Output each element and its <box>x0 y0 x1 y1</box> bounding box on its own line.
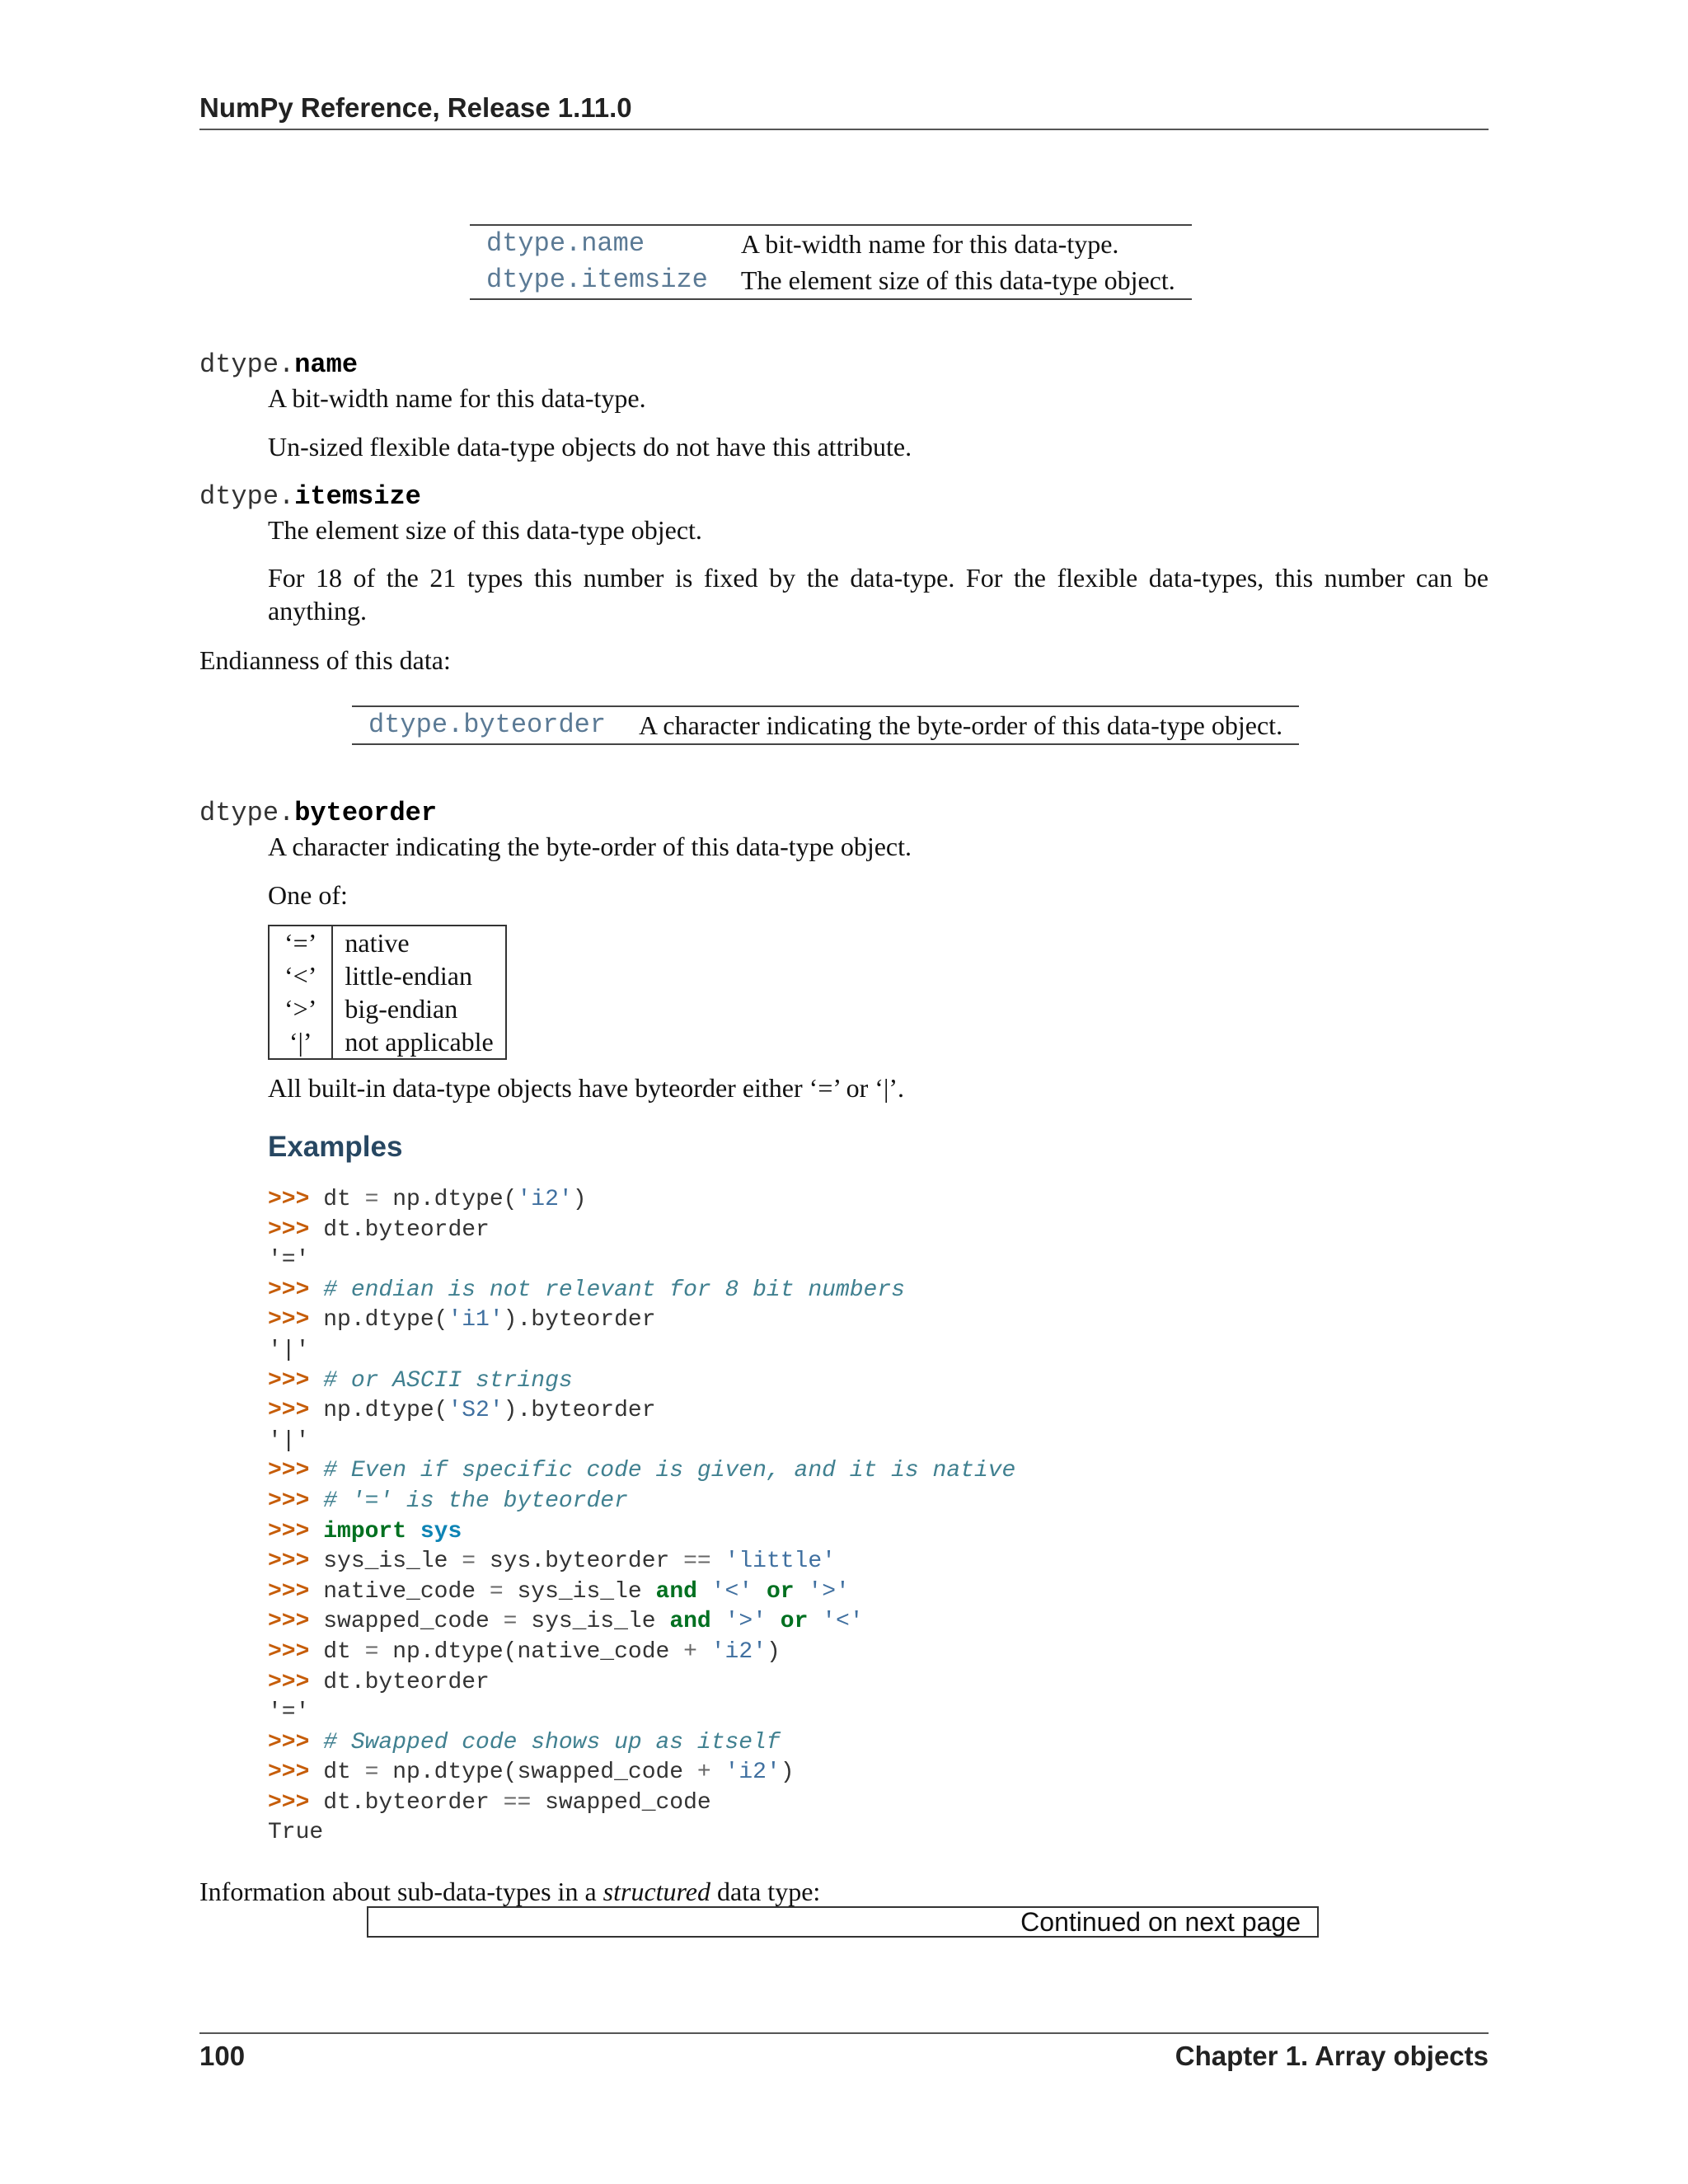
code-token: swapped_code <box>531 1789 711 1816</box>
code-token: 'i2' <box>517 1187 573 1212</box>
table-cell: little-endian <box>345 961 472 991</box>
code-token: dt <box>323 1760 365 1786</box>
code-prompt: >>> <box>268 1307 324 1333</box>
code-prompt: >>> <box>268 1458 324 1484</box>
code-token: sys_is_le <box>503 1578 656 1605</box>
attribute-description: A bit-width name for this data-type. <box>740 229 1119 259</box>
section-label: Endianness of this data: <box>199 645 451 675</box>
code-prompt: >>> <box>268 1789 324 1816</box>
code-token: = <box>503 1609 518 1635</box>
description-text: All built-in data-type objects have byteorder either ‘=’ or ‘|’. <box>268 1073 905 1103</box>
code-token: swapped_code <box>323 1609 504 1635</box>
code-token <box>795 1579 809 1605</box>
page-number: 100 <box>199 2041 246 2071</box>
structured-info-text <box>199 1875 1489 1908</box>
code-token: sys_is_le <box>323 1549 462 1575</box>
signature-prefix: dtype. <box>199 481 295 512</box>
code-token: '<' <box>822 1609 864 1635</box>
code-token: ).byteorder <box>503 1307 656 1333</box>
code-token: 'i2' <box>710 1638 767 1665</box>
code-prompt: >>> <box>268 1216 324 1243</box>
code-token: np.dtype( <box>323 1398 448 1424</box>
code-line <box>268 1336 1015 1366</box>
text-span: Information about sub-data-types in a <box>199 1877 603 1906</box>
code-token: '<' <box>710 1578 753 1605</box>
table-row <box>269 992 506 1025</box>
signature-prefix: dtype. <box>199 349 295 380</box>
code-token <box>406 1519 420 1544</box>
code-token: sys <box>420 1518 462 1544</box>
code-token: = <box>364 1187 379 1212</box>
code-token: ) <box>572 1187 587 1212</box>
code-token: native_code <box>323 1578 490 1605</box>
code-prompt: >>> <box>268 1488 324 1514</box>
code-token: # endian is not relevant for 8 bit numbers <box>323 1277 905 1303</box>
code-prompt: >>> <box>268 1609 324 1635</box>
code-line <box>268 1185 1015 1216</box>
code-line <box>268 1396 1015 1427</box>
table-cell: ‘>’ <box>269 992 332 1025</box>
summary-table-endianness <box>352 705 1299 745</box>
table-cell: native <box>345 928 410 958</box>
description-text: A bit-width name for this data-type. <box>268 383 646 413</box>
code-token: = <box>364 1638 379 1665</box>
attribute-link[interactable]: dtype.byteorder <box>368 710 607 740</box>
code-token: # Even if specific code is given, and it is native <box>323 1458 1016 1484</box>
code-prompt: >>> <box>268 1367 324 1394</box>
attribute-signature-itemsize <box>199 481 421 512</box>
code-token: np.dtype(swapped_code <box>378 1760 697 1786</box>
code-line <box>268 1216 1015 1246</box>
code-token: np.dtype(native_code <box>378 1638 684 1665</box>
code-token: sys_is_le <box>517 1609 670 1635</box>
code-prompt: >>> <box>268 1760 324 1786</box>
code-line <box>268 1788 1015 1819</box>
code-token: np.dtype( <box>378 1187 518 1212</box>
code-line <box>268 1607 1015 1638</box>
description-text: The element size of this data-type object. <box>268 515 702 545</box>
code-token: = <box>364 1760 379 1786</box>
table-row <box>352 706 1299 744</box>
code-token: dt.byteorder <box>323 1669 490 1695</box>
code-example <box>268 1185 1015 1849</box>
code-token: + <box>683 1638 697 1665</box>
code-token <box>767 1609 781 1634</box>
code-token: '=' <box>268 1699 310 1726</box>
code-token: dt.byteorder <box>323 1216 490 1243</box>
attribute-link[interactable]: dtype.itemsize <box>486 265 708 295</box>
code-line <box>268 1487 1015 1517</box>
code-token: + <box>696 1760 711 1786</box>
code-token: np.dtype( <box>323 1307 448 1333</box>
attribute-description: A character indicating the byte-order of this data-type object. <box>639 710 1283 740</box>
code-prompt: >>> <box>268 1398 324 1424</box>
description-text: One of: <box>268 880 348 910</box>
code-token: import <box>323 1518 407 1544</box>
table-row <box>269 1025 506 1059</box>
code-token <box>711 1760 725 1785</box>
code-token: ).byteorder <box>503 1398 656 1424</box>
code-prompt: >>> <box>268 1578 324 1605</box>
code-line <box>268 1547 1015 1577</box>
table-cell: ‘|’ <box>269 1025 332 1059</box>
code-token: dt <box>323 1187 365 1212</box>
code-token: 'i2' <box>724 1760 781 1786</box>
code-token: 'S2' <box>448 1398 504 1424</box>
table-row <box>470 262 1192 299</box>
signature-prefix: dtype. <box>199 798 295 828</box>
table-cell: ‘<’ <box>269 959 332 992</box>
code-token: ) <box>780 1760 795 1786</box>
code-token <box>697 1579 711 1605</box>
continued-on-next-page: Continued on next page <box>367 1906 1319 1938</box>
table-row <box>269 959 506 992</box>
code-token: or <box>780 1609 809 1635</box>
chapter-title: Chapter 1. Array objects <box>1175 2041 1489 2071</box>
code-token: '>' <box>724 1609 767 1635</box>
code-prompt: >>> <box>268 1638 324 1665</box>
code-line <box>268 1305 1015 1336</box>
code-token: dt.byteorder <box>323 1789 504 1816</box>
code-token: = <box>462 1549 476 1575</box>
description-text: Un-sized flexible data-type objects do not have this attribute. <box>268 432 912 462</box>
code-line <box>268 1668 1015 1699</box>
attribute-link[interactable]: dtype.name <box>486 228 645 259</box>
code-line <box>268 1818 1015 1849</box>
table-cell: ‘=’ <box>269 926 332 959</box>
code-token: and <box>655 1578 697 1605</box>
code-token <box>753 1579 767 1605</box>
code-line <box>268 1456 1015 1487</box>
attribute-signature-name <box>199 349 358 380</box>
code-token: dt <box>323 1638 365 1665</box>
table-row <box>269 926 506 959</box>
text-emphasis: structured <box>603 1877 710 1906</box>
code-line <box>268 1276 1015 1306</box>
description-text: A character indicating the byte-order of this data-type object. <box>268 832 912 861</box>
code-token: = <box>489 1578 504 1605</box>
code-line <box>268 1245 1015 1276</box>
running-header <box>199 92 1489 130</box>
code-token: 'little' <box>724 1549 836 1575</box>
running-footer <box>199 2032 1489 2072</box>
code-token <box>697 1639 711 1665</box>
code-line <box>268 1517 1015 1548</box>
summary-table-attributes <box>470 224 1192 300</box>
table-row <box>470 225 1192 262</box>
code-token: 'i1' <box>448 1307 504 1333</box>
code-line <box>268 1758 1015 1788</box>
code-token: # '=' is the byteorder <box>323 1488 628 1514</box>
table-cell: big-endian <box>345 994 458 1024</box>
examples-heading: Examples <box>268 1131 403 1163</box>
code-line <box>268 1698 1015 1728</box>
code-token <box>711 1609 725 1634</box>
code-line <box>268 1728 1015 1759</box>
code-token: '>' <box>808 1578 850 1605</box>
code-line <box>268 1638 1015 1668</box>
attribute-description: The element size of this data-type object. <box>740 265 1175 295</box>
code-line <box>268 1577 1015 1608</box>
code-token: # Swapped code shows up as itself <box>323 1729 781 1755</box>
code-prompt: >>> <box>268 1669 324 1695</box>
code-prompt: >>> <box>268 1729 324 1755</box>
code-line <box>268 1427 1015 1457</box>
code-token: and <box>669 1609 711 1635</box>
code-token: # or ASCII strings <box>323 1367 573 1394</box>
description-text: For 18 of the 21 types this number is fixed by the data-type. For the flexible data-types, this number can be anything. <box>268 563 1489 626</box>
code-token: '|' <box>268 1427 310 1454</box>
code-token: == <box>503 1789 532 1816</box>
attribute-signature-byteorder <box>199 798 437 828</box>
text-span: data type: <box>710 1877 821 1906</box>
code-line <box>268 1366 1015 1397</box>
code-prompt: >>> <box>268 1549 324 1575</box>
header-title: NumPy Reference, Release 1.11.0 <box>199 92 632 123</box>
code-prompt: >>> <box>268 1277 324 1303</box>
code-token: '=' <box>268 1247 310 1273</box>
code-token <box>808 1609 822 1634</box>
code-token <box>711 1549 725 1574</box>
signature-name: name <box>294 349 359 380</box>
code-token: or <box>766 1578 795 1605</box>
code-token: '|' <box>268 1337 310 1363</box>
signature-name: byteorder <box>294 798 438 828</box>
code-prompt: >>> <box>268 1187 324 1212</box>
code-token: ) <box>766 1638 781 1665</box>
table-cell: not applicable <box>345 1027 494 1057</box>
code-token: == <box>683 1549 711 1575</box>
code-token: True <box>268 1820 324 1846</box>
signature-name: itemsize <box>294 481 421 512</box>
byteorder-table <box>268 925 507 1060</box>
code-token: sys.byteorder <box>476 1549 684 1575</box>
code-prompt: >>> <box>268 1518 324 1544</box>
